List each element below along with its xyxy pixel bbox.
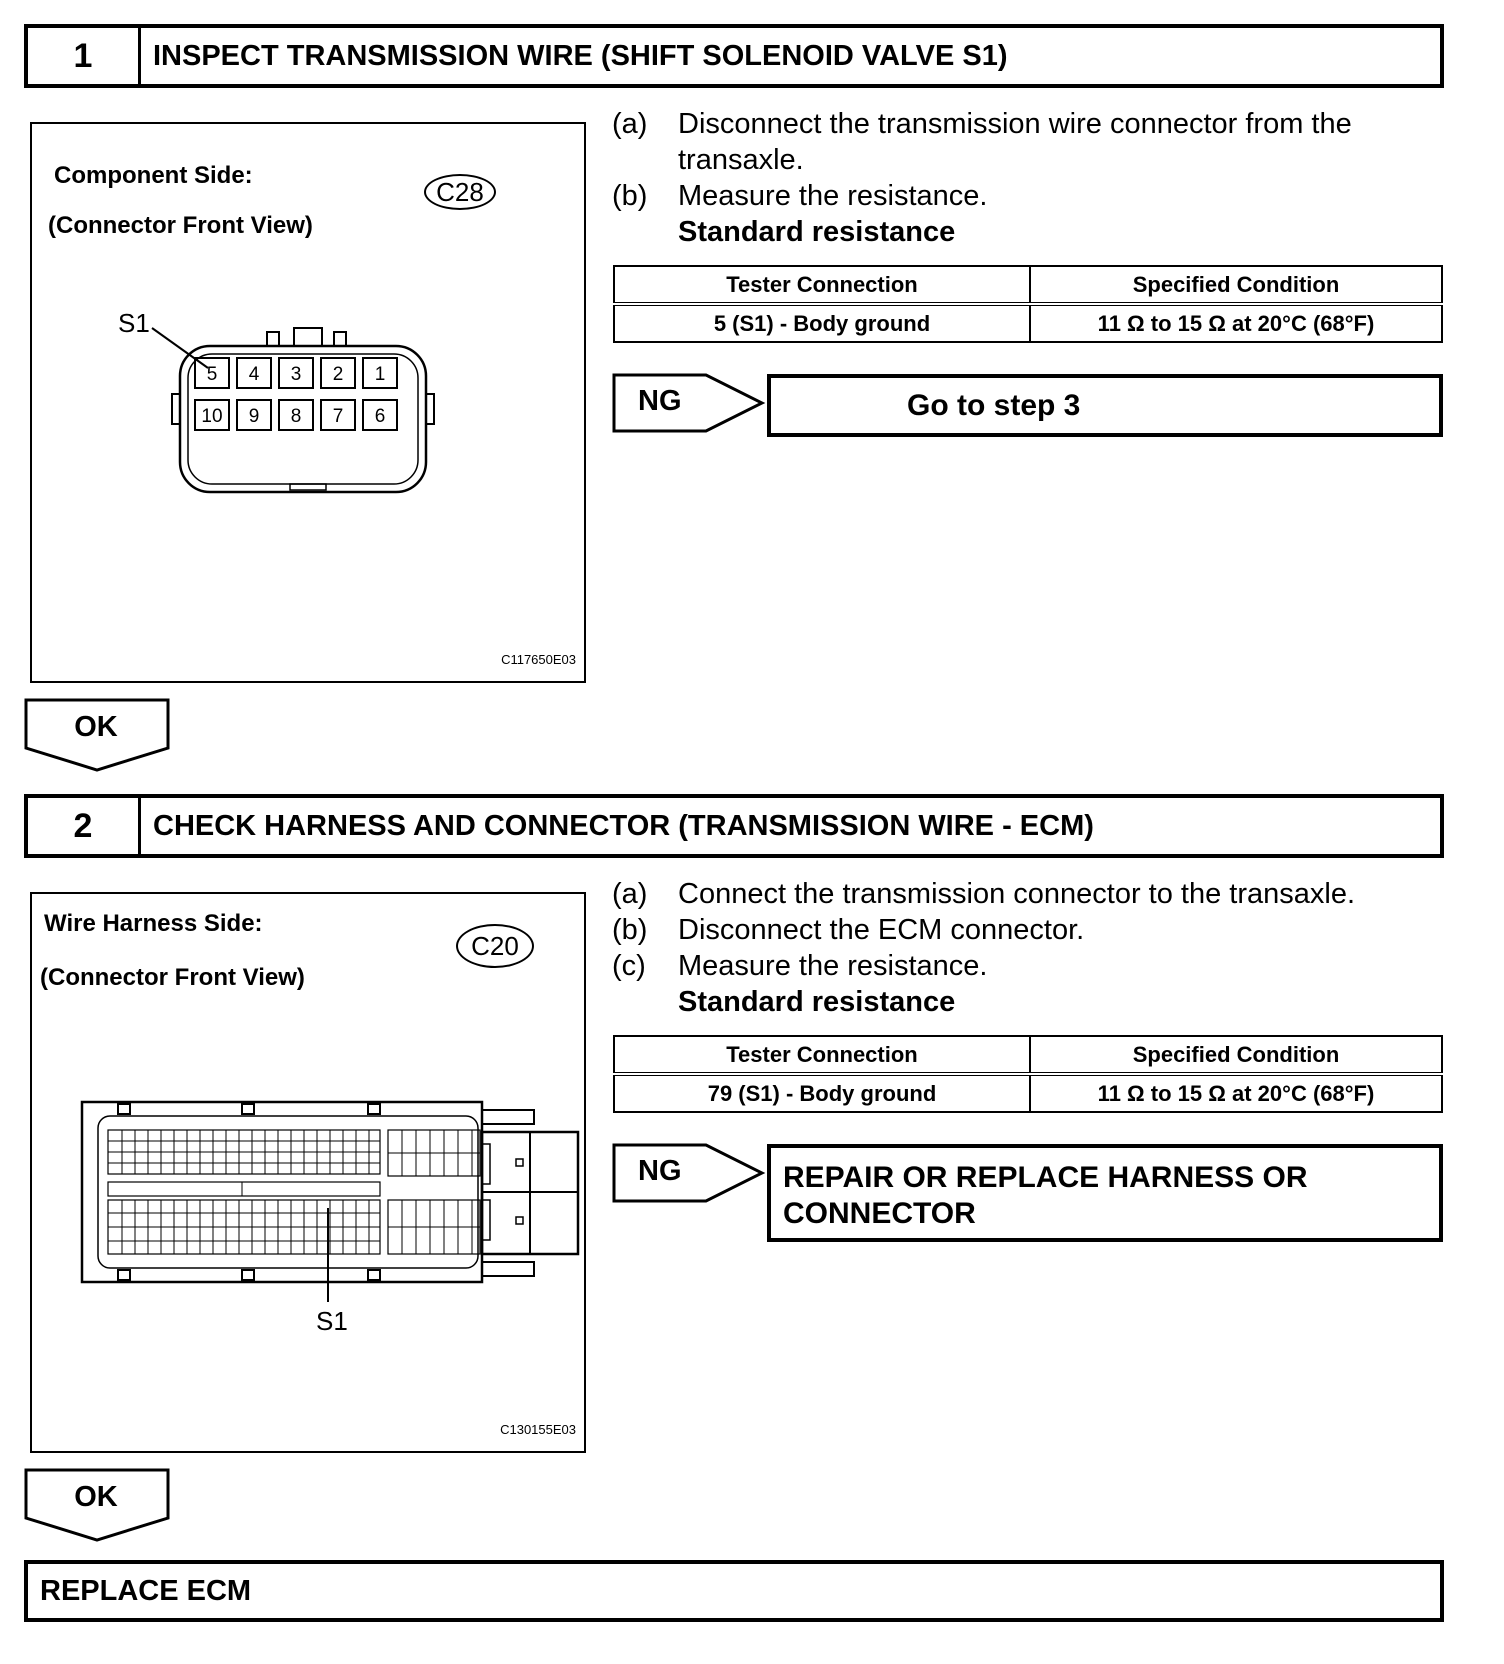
pin-2: 2 — [332, 364, 344, 385]
instruction-text: Connect the transmission connector to the transaxle. — [678, 878, 1356, 910]
standard-resistance-label: Standard resistance — [678, 216, 956, 248]
pin-9: 9 — [248, 406, 260, 427]
pin-7: 7 — [332, 406, 344, 427]
step-2-header — [24, 794, 1444, 858]
instruction-label: (b) — [612, 180, 648, 212]
pin-6: 6 — [374, 406, 386, 427]
step-1-instructions — [612, 106, 1352, 250]
step-number: 2 — [28, 798, 141, 854]
spec-table-step-2 — [613, 1035, 1443, 1113]
figure-code: C130155E03 — [500, 1422, 576, 1437]
instruction-text: Measure the resistance. — [678, 950, 988, 982]
instruction-text-cont: transaxle. — [678, 144, 804, 176]
step-title: INSPECT TRANSMISSION WIRE (SHIFT SOLENOID VALVE S1) — [153, 39, 1008, 72]
step-number: 1 — [28, 28, 141, 84]
header-tester-connection: Tester Connection — [614, 1036, 1030, 1074]
ng-label: NG — [638, 385, 682, 417]
ok-label: OK — [74, 711, 118, 743]
header-specified-condition: Specified Condition — [1030, 266, 1442, 304]
step-title: CHECK HARNESS AND CONNECTOR (TRANSMISSION WIRE - ECM) — [153, 809, 1094, 842]
instruction-c — [612, 948, 1355, 984]
cell-tester-connection: 79 (S1) - Body ground — [614, 1074, 1030, 1112]
ng-arrow-step-1 — [612, 373, 766, 433]
pin-8: 8 — [290, 406, 302, 427]
connector-id-c28: C28 — [424, 174, 496, 210]
connector-figure-c20 — [30, 892, 586, 1453]
go-to-step-3-box — [767, 374, 1443, 437]
pin-callout-s1: S1 — [118, 308, 150, 338]
instruction-a — [612, 106, 1352, 142]
header-tester-connection: Tester Connection — [614, 266, 1030, 304]
cell-tester-connection: 5 (S1) - Body ground — [614, 304, 1030, 342]
instruction-b — [612, 912, 1355, 948]
ng-result-line-2: CONNECTOR — [783, 1197, 976, 1230]
ng-label: NG — [638, 1155, 682, 1187]
replace-ecm-box — [24, 1560, 1444, 1622]
ng-result-text: Go to step 3 — [907, 388, 1081, 422]
pin-5: 5 — [206, 364, 218, 385]
instruction-text: Disconnect the transmission wire connector from the — [678, 108, 1352, 140]
step-1-header — [24, 24, 1444, 88]
standard-resistance-label: Standard resistance — [678, 986, 956, 1018]
pin-4: 4 — [248, 364, 260, 385]
repair-harness-box — [767, 1144, 1443, 1242]
connector-front-view-label: (Connector Front View) — [48, 212, 313, 239]
instruction-label: (a) — [612, 878, 648, 910]
header-specified-condition: Specified Condition — [1030, 1036, 1442, 1074]
instruction-text: Disconnect the ECM connector. — [678, 914, 1085, 946]
connector-figure-c28 — [30, 122, 586, 683]
connector-c28-diagram — [32, 124, 584, 681]
ok-label: OK — [74, 1481, 118, 1513]
cell-specified-condition: 11 Ω to 15 Ω at 20°C (68°F) — [1030, 304, 1442, 342]
instruction-b — [612, 178, 1352, 214]
connector-c20-diagram — [32, 894, 584, 1451]
component-side-label: Component Side: — [54, 162, 253, 189]
instruction-text: Measure the resistance. — [678, 180, 988, 212]
ng-arrow-step-2 — [612, 1143, 766, 1203]
spec-table-step-1 — [613, 265, 1443, 343]
instruction-a — [612, 876, 1355, 912]
instruction-label: (c) — [612, 950, 646, 982]
instruction-label: (a) — [612, 108, 648, 140]
pin-callout-s1: S1 — [316, 1306, 348, 1336]
ng-result-line-1: REPAIR OR REPLACE HARNESS OR — [783, 1161, 1308, 1194]
connector-front-view-label: (Connector Front View) — [40, 964, 305, 991]
figure-code: C117650E03 — [501, 652, 576, 667]
instruction-label: (b) — [612, 914, 648, 946]
final-title: REPLACE ECM — [40, 1574, 252, 1607]
pin-10: 10 — [201, 406, 223, 427]
wire-harness-side-label: Wire Harness Side: — [44, 910, 263, 937]
pin-3: 3 — [290, 364, 302, 385]
step-2-instructions — [612, 876, 1355, 1020]
pin-1: 1 — [374, 364, 386, 385]
cell-specified-condition: 11 Ω to 15 Ω at 20°C (68°F) — [1030, 1074, 1442, 1112]
connector-id-c20: C20 — [456, 924, 534, 968]
